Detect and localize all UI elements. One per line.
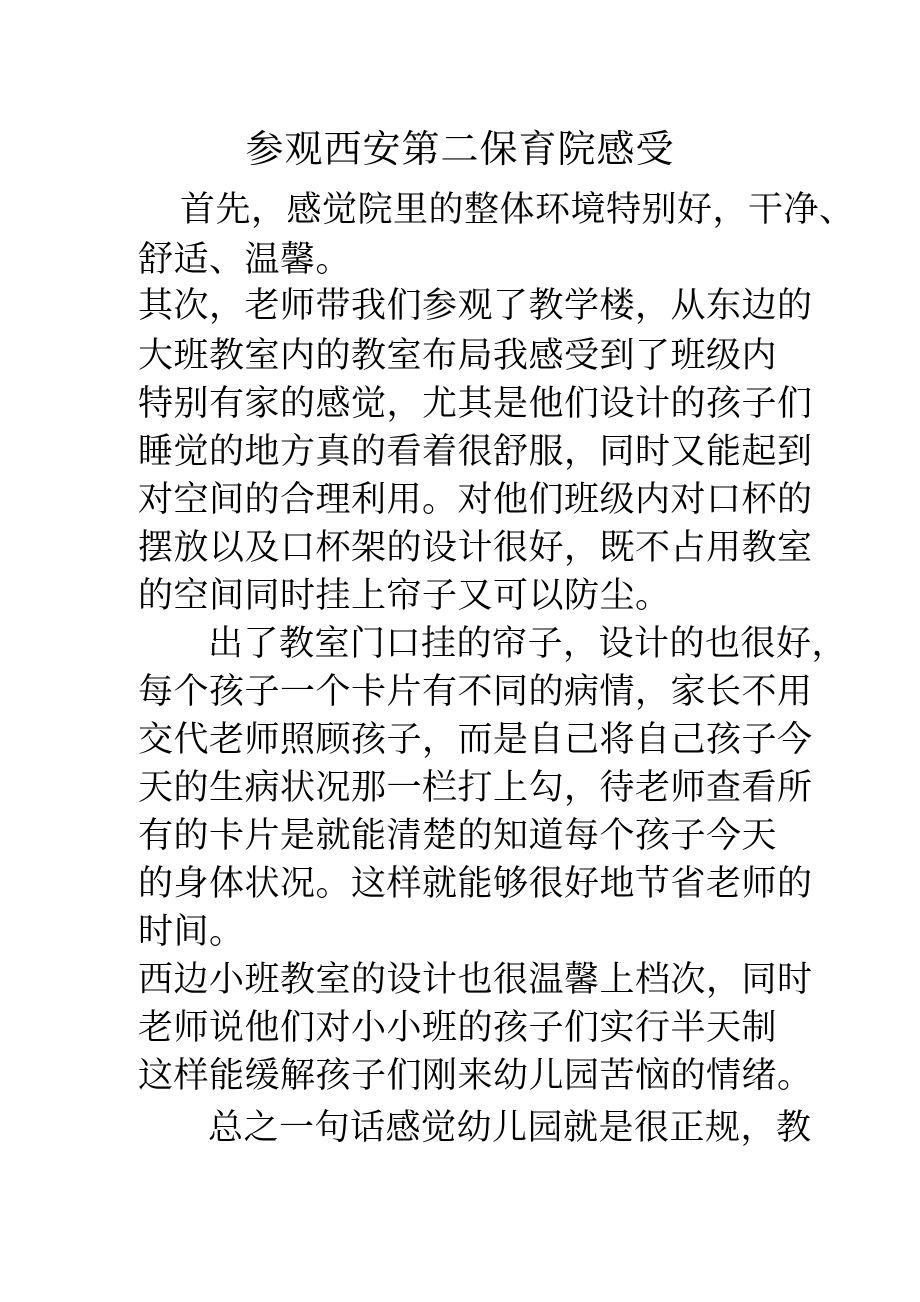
- text-line: 出了教室门口挂的帘子，设计的也很好，: [208, 624, 848, 664]
- text-line: 有的卡片是就能清楚的知道每个孩子今天: [138, 816, 778, 856]
- text-line: 交代老师照顾孩子，而是自己将自己孩子今: [138, 720, 813, 760]
- text-line: 的身体状况。这样就能够很好地节省老师的: [138, 864, 813, 904]
- text-line: 对空间的合理利用。对他们班级内对口杯的: [138, 480, 813, 520]
- text-line: 舒适、温馨。: [138, 240, 352, 280]
- text-line: 首先，感觉院里的整体环境特别好，干净、: [180, 190, 855, 230]
- text-line: 时间。: [138, 912, 245, 952]
- document-title: 参观西安第二保育院感受: [245, 127, 675, 171]
- text-line: 睡觉的地方真的看着很舒服，同时又能起到: [138, 432, 813, 472]
- text-line: 每个孩子一个卡片有不同的病情，家长不用: [138, 672, 813, 712]
- text-line: 大班教室内的教室布局我感受到了班级内: [138, 336, 778, 376]
- text-line: 其次，老师带我们参观了教学楼，从东边的: [138, 286, 813, 326]
- text-line: 这样能缓解孩子们刚来幼儿园苦恼的情绪。: [138, 1056, 813, 1096]
- text-line: 的空间同时挂上帘子又可以防尘。: [138, 576, 671, 616]
- text-line: 西边小班教室的设计也很温馨上档次，同时: [138, 960, 813, 1000]
- text-line: 天的生病状况那一栏打上勾，待老师查看所: [138, 768, 813, 808]
- text-line: 总之一句话感觉幼儿园就是很正规，教: [208, 1108, 812, 1148]
- text-line: 特别有家的感觉，尤其是他们设计的孩子们: [138, 384, 813, 424]
- text-line: 摆放以及口杯架的设计很好，既不占用教室: [138, 528, 813, 568]
- text-line: 老师说他们对小小班的孩子们实行半天制: [138, 1008, 778, 1048]
